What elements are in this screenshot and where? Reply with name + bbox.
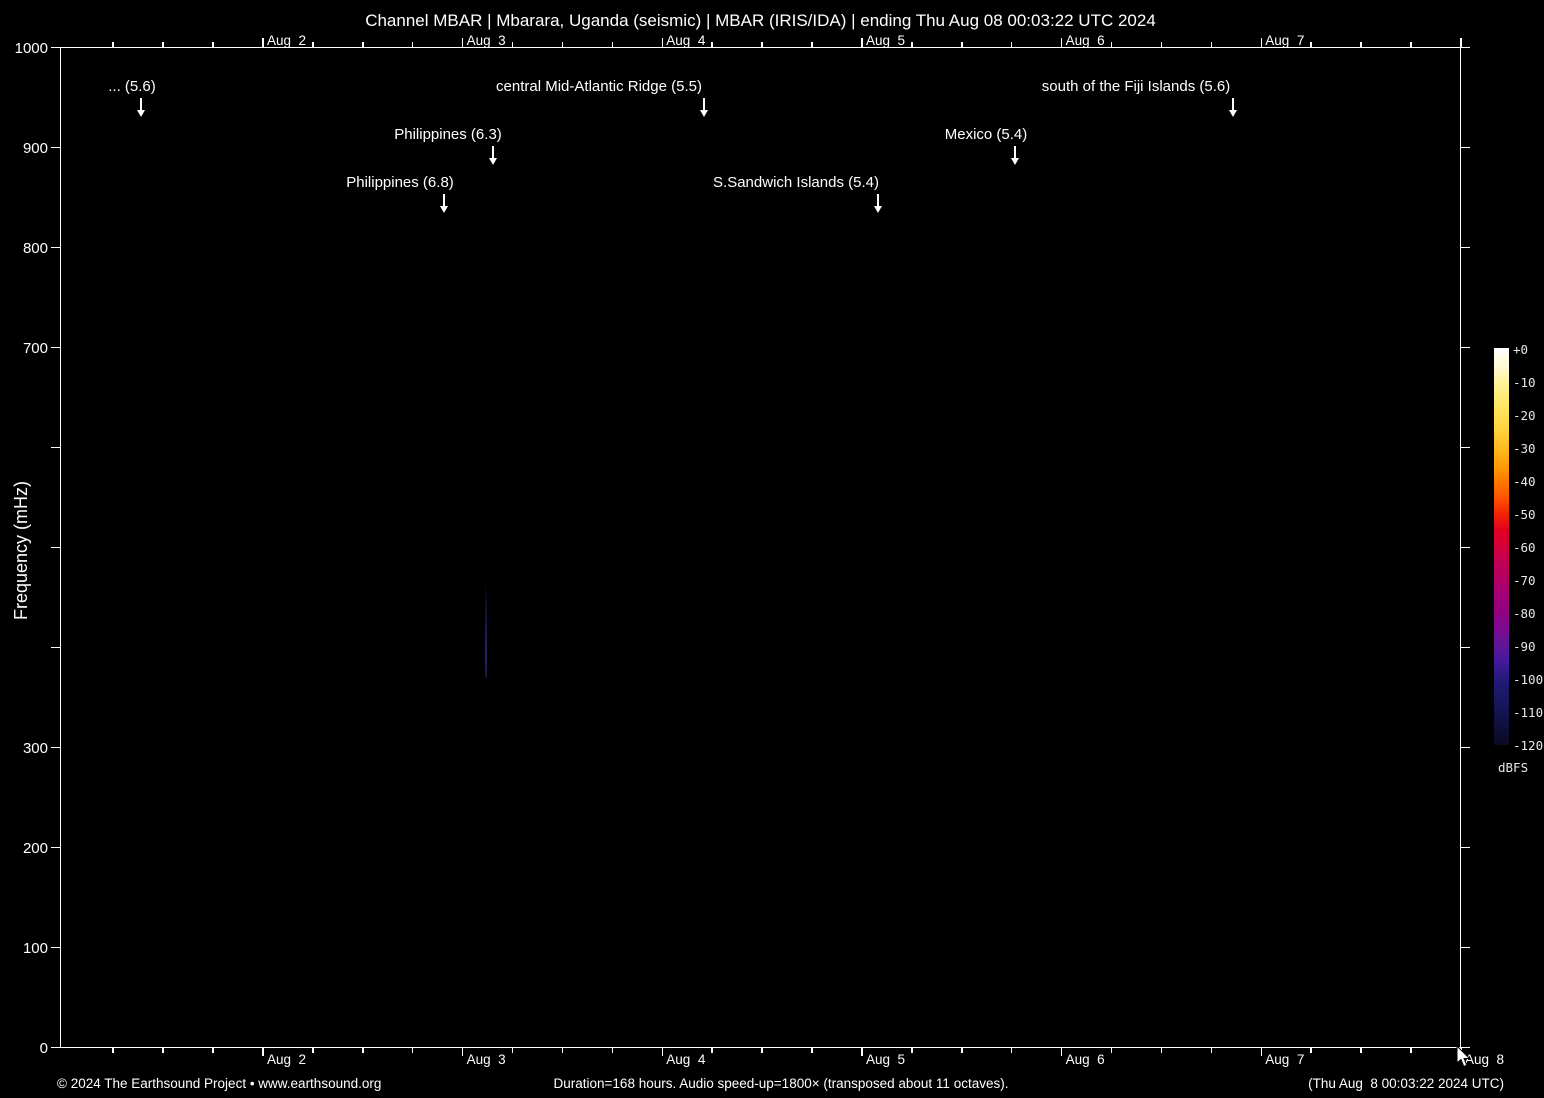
x-tick-bottom <box>1211 1048 1213 1053</box>
x-tick-top <box>1111 42 1113 47</box>
x-tick-bottom <box>911 1048 913 1053</box>
y-tick-label: 800 <box>22 239 48 257</box>
event-label: south of the Fiji Islands (5.6) <box>1041 78 1231 95</box>
x-tick-label-bottom: Aug 5 <box>865 1052 905 1067</box>
x-tick-label-top: Aug 7 <box>1265 33 1305 48</box>
event-arrow-head-icon <box>440 206 448 213</box>
x-tick-label-bottom: Aug 6 <box>1065 1052 1105 1067</box>
y-tick-right <box>1461 747 1470 749</box>
x-tick-bottom <box>1161 1048 1163 1053</box>
x-tick-bottom <box>512 1048 514 1053</box>
colorbar-tick-label: -120 <box>1513 738 1544 753</box>
x-tick-top <box>1211 42 1213 47</box>
x-tick-bottom <box>1111 1048 1113 1053</box>
y-tick-right <box>1461 347 1470 349</box>
x-tick-label-bottom: Aug 8 <box>1464 1052 1504 1067</box>
x-tick-bottom <box>1261 1048 1263 1056</box>
y-tick-right <box>1461 847 1470 849</box>
y-tick-left <box>51 1047 60 1049</box>
event-arrow-head-icon <box>700 110 708 117</box>
x-tick-bottom <box>1310 1048 1312 1053</box>
x-tick-top <box>612 42 614 47</box>
x-tick-bottom <box>412 1048 414 1053</box>
x-tick-top <box>162 42 164 47</box>
event-arrow-shaft <box>703 98 705 110</box>
event-arrow-head-icon <box>874 206 882 213</box>
colorbar-tick-label: -50 <box>1513 507 1536 522</box>
y-tick-left <box>51 847 60 849</box>
y-tick-right <box>1461 647 1470 649</box>
x-tick-bottom <box>112 1048 114 1053</box>
plot-area <box>60 47 1461 1048</box>
x-tick-bottom <box>711 1048 713 1053</box>
y-tick-right <box>1461 447 1470 449</box>
event-arrow-shaft <box>1014 146 1016 158</box>
footer-duration: Duration=168 hours. Audio speed-up=1800× (transposed about 11 octaves). <box>553 1076 1009 1091</box>
colorbar-unit-label: dBFS <box>1498 760 1529 775</box>
y-tick-label: 100 <box>22 939 48 957</box>
x-tick-top <box>412 42 414 47</box>
colorbar-tick-label: -20 <box>1513 408 1536 423</box>
x-tick-bottom <box>362 1048 364 1053</box>
y-tick-left <box>51 547 60 549</box>
x-tick-top <box>861 38 863 47</box>
x-tick-bottom <box>262 1048 264 1056</box>
colorbar-tick-label: -10 <box>1513 375 1536 390</box>
x-tick-bottom <box>861 1048 863 1056</box>
x-tick-top <box>911 42 913 47</box>
colorbar-tick-label: -60 <box>1513 540 1536 555</box>
x-tick-top <box>1410 42 1412 47</box>
y-tick-right <box>1461 47 1470 49</box>
x-tick-top <box>662 38 664 47</box>
colorbar <box>1494 348 1509 745</box>
event-arrow-shaft <box>443 194 445 206</box>
x-tick-top <box>112 42 114 47</box>
x-tick-label-bottom: Aug 3 <box>466 1052 506 1067</box>
x-tick-top <box>462 38 464 47</box>
colorbar-tick-label: -90 <box>1513 639 1536 654</box>
event-label: Mexico (5.4) <box>944 125 1028 143</box>
x-tick-bottom <box>312 1048 314 1053</box>
event-label: ... (5.6) <box>108 78 156 95</box>
x-tick-top <box>1061 38 1063 47</box>
x-tick-label-bottom: Aug 7 <box>1265 1052 1305 1067</box>
x-tick-top <box>1310 42 1312 47</box>
event-arrow-shaft <box>140 98 142 110</box>
y-tick-right <box>1461 147 1470 149</box>
x-tick-top <box>761 42 763 47</box>
y-tick-right <box>1461 547 1470 549</box>
event-arrow-shaft <box>1232 98 1234 110</box>
x-tick-label-top: Aug 5 <box>865 33 905 48</box>
colorbar-tick-label: -110 <box>1513 705 1544 720</box>
y-tick-left <box>51 47 60 49</box>
event-label: Philippines (6.8) <box>346 173 454 191</box>
y-tick-label: 0 <box>39 1039 48 1057</box>
y-tick-left <box>51 347 60 349</box>
x-tick-top <box>562 42 564 47</box>
x-tick-top <box>811 42 813 47</box>
colorbar-tick-label: -80 <box>1513 606 1536 621</box>
event-arrow-shaft <box>877 194 879 206</box>
x-tick-label-bottom: Aug 4 <box>666 1052 706 1067</box>
y-tick-left <box>51 647 60 649</box>
x-tick-top <box>1161 42 1163 47</box>
x-tick-top <box>711 42 713 47</box>
mouse-cursor-icon <box>1456 1046 1474 1070</box>
x-tick-top <box>1261 38 1263 47</box>
x-tick-bottom <box>811 1048 813 1053</box>
x-tick-top <box>1360 42 1362 47</box>
x-tick-top <box>312 42 314 47</box>
signal-trace <box>485 582 487 678</box>
y-axis-title: Frequency (mHz) <box>11 480 31 620</box>
x-tick-bottom <box>662 1048 664 1056</box>
x-tick-top <box>1011 42 1013 47</box>
x-tick-bottom <box>612 1048 614 1053</box>
x-tick-label-top: Aug 4 <box>666 33 706 48</box>
x-tick-bottom <box>562 1048 564 1053</box>
x-tick-bottom <box>1410 1048 1412 1053</box>
x-tick-bottom <box>462 1048 464 1056</box>
x-tick-bottom <box>1061 1048 1063 1056</box>
colorbar-tick-label: -30 <box>1513 441 1536 456</box>
y-tick-left <box>51 247 60 249</box>
x-tick-label-bottom: Aug 2 <box>266 1052 306 1067</box>
event-arrow-shaft <box>492 146 494 158</box>
y-tick-label: 300 <box>22 739 48 757</box>
event-arrow-head-icon <box>1229 110 1237 117</box>
x-tick-bottom <box>212 1048 214 1053</box>
x-tick-label-top: Aug 6 <box>1065 33 1105 48</box>
y-tick-right <box>1461 947 1470 949</box>
x-tick-bottom <box>1011 1048 1013 1053</box>
x-tick-bottom <box>961 1048 963 1053</box>
footer-copyright: © 2024 The Earthsound Project • www.earthsound.org <box>57 1076 382 1091</box>
x-tick-top <box>212 42 214 47</box>
x-tick-bottom <box>761 1048 763 1053</box>
y-tick-label: 1000 <box>14 39 48 57</box>
y-tick-label: 900 <box>22 139 48 157</box>
y-tick-label: 700 <box>22 339 48 357</box>
x-tick-top <box>1460 38 1462 47</box>
event-label: S.Sandwich Islands (5.4) <box>713 173 879 191</box>
page-title: Channel MBAR | Mbarara, Uganda (seismic) | MBAR (IRIS/IDA) | ending Thu Aug 08 00:03:22 UTC 2024 <box>365 11 1156 30</box>
y-tick-left <box>51 947 60 949</box>
x-tick-bottom <box>162 1048 164 1053</box>
x-tick-label-top: Aug 3 <box>466 33 506 48</box>
y-tick-left <box>51 447 60 449</box>
x-tick-top <box>961 42 963 47</box>
y-tick-label: 200 <box>22 839 48 857</box>
y-tick-left <box>51 147 60 149</box>
colorbar-tick-label: -100 <box>1513 672 1544 687</box>
x-tick-label-top: Aug 2 <box>266 33 306 48</box>
footer-timestamp: (Thu Aug 8 00:03:22 2024 UTC) <box>1308 1076 1504 1091</box>
event-arrow-head-icon <box>137 110 145 117</box>
event-arrow-head-icon <box>1011 158 1019 165</box>
x-tick-top <box>262 38 264 47</box>
event-label: Philippines (6.3) <box>394 125 502 143</box>
x-tick-top <box>362 42 364 47</box>
y-tick-right <box>1461 247 1470 249</box>
x-tick-top <box>512 42 514 47</box>
colorbar-tick-label: -40 <box>1513 474 1536 489</box>
event-arrow-head-icon <box>489 158 497 165</box>
colorbar-tick-label: +0 <box>1513 342 1529 357</box>
colorbar-tick-label: -70 <box>1513 573 1536 588</box>
x-tick-bottom <box>1360 1048 1362 1053</box>
event-label: central Mid-Atlantic Ridge (5.5) <box>496 78 702 95</box>
y-tick-left <box>51 747 60 749</box>
